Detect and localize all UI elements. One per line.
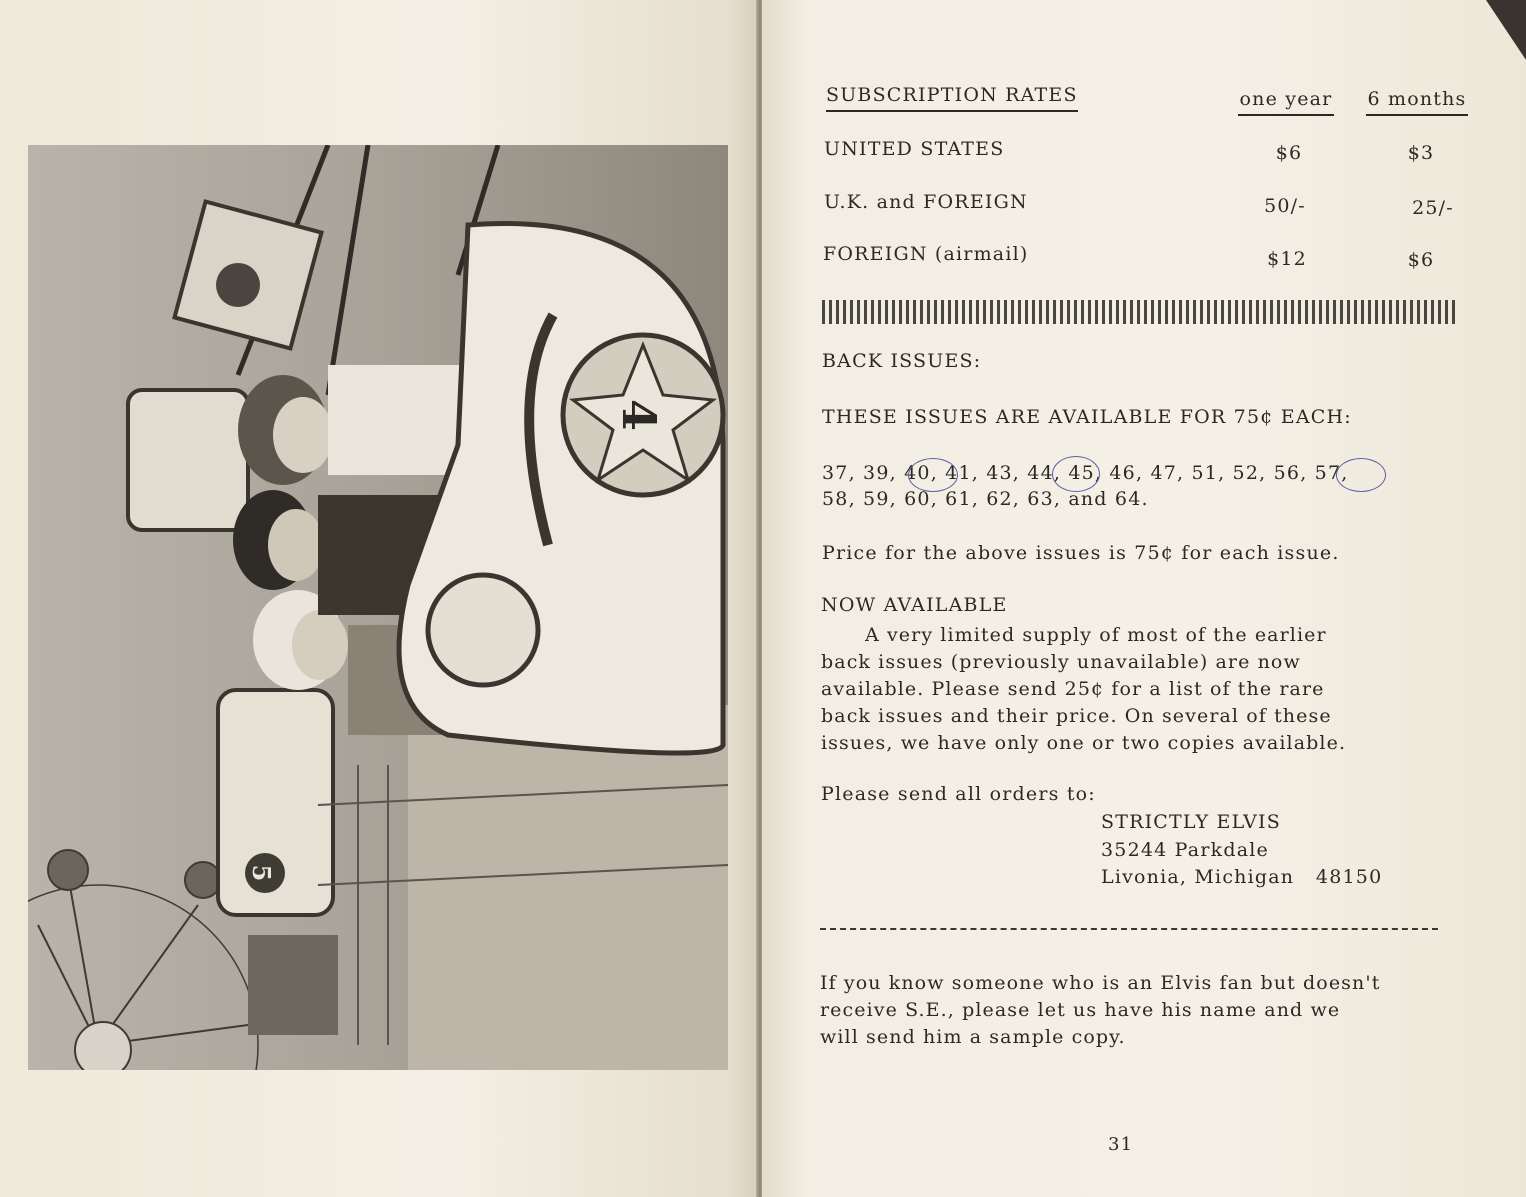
rate-six-months: $6 [1407, 249, 1435, 271]
page-number: 31 [1108, 1134, 1134, 1155]
body-line: back issues and their price. On several of these [821, 705, 1332, 727]
address-name: STRICTLY ELVIS [1101, 811, 1281, 833]
orders-intro: Please send all orders to: [821, 783, 1096, 805]
ink-circle [1052, 456, 1100, 492]
rate-one-year: 50/- [1264, 195, 1306, 217]
rate-six-months: $3 [1407, 142, 1435, 164]
rate-region: FOREIGN (airmail) [823, 243, 1029, 265]
body-line: A very limited supply of most of the earlier [865, 624, 1327, 646]
rate-region: U.K. and FOREIGN [824, 191, 1028, 213]
body-line: issues, we have only one or two copies available. [821, 732, 1347, 754]
ornamental-divider [822, 300, 1456, 324]
rate-six-months: 25/- [1412, 197, 1454, 219]
folded-corner [1486, 0, 1526, 60]
body-line: available. Please send 25¢ for a list of the rare [821, 678, 1325, 700]
body-line: back issues (previously unavailable) are now [821, 651, 1301, 673]
available-line: THESE ISSUES ARE AVAILABLE FOR 75¢ EACH: [822, 406, 1352, 428]
photo-illustration [28, 145, 728, 1070]
price-line: Price for the above issues is 75¢ for each issue. [822, 542, 1340, 564]
ride-number-5: 5 [247, 864, 276, 882]
rate-one-year: $12 [1267, 248, 1307, 270]
footer-note [820, 970, 1440, 1051]
issues-line: 58, 59, 60, 61, 62, 63, and 64. [822, 488, 1149, 510]
ride-number-4: 4 [612, 398, 666, 432]
subscription-title: SUBSCRIPTION RATES [826, 84, 1078, 112]
ink-circle [908, 458, 958, 492]
rate-region: UNITED STATES [824, 138, 1005, 160]
cut-line [820, 928, 1438, 930]
back-issues-heading: BACK ISSUES: [822, 350, 982, 372]
fairground-photo [28, 145, 728, 1070]
col-six-months: 6 months [1366, 88, 1468, 116]
footer-line: If you know someone who is an Elvis fan but doesn't [820, 972, 1381, 994]
footer-line: receive S.E., please let us have his name and we [820, 999, 1341, 1021]
left-page [0, 0, 758, 1197]
now-available-body [821, 622, 1421, 757]
col-one-year: one year [1238, 88, 1334, 116]
footer-line: will send him a sample copy. [820, 1026, 1126, 1048]
rate-one-year: $6 [1275, 142, 1303, 164]
issues-line: 37, 39, 40, 41, 43, 44, 45, 46, 47, 51, 52, 56, 57, [822, 462, 1349, 484]
address-street: 35244 Parkdale [1101, 839, 1269, 861]
now-available-heading: NOW AVAILABLE [821, 594, 1008, 616]
ink-circle [1336, 458, 1386, 492]
address-city: Livonia, Michigan 48150 [1101, 866, 1383, 888]
